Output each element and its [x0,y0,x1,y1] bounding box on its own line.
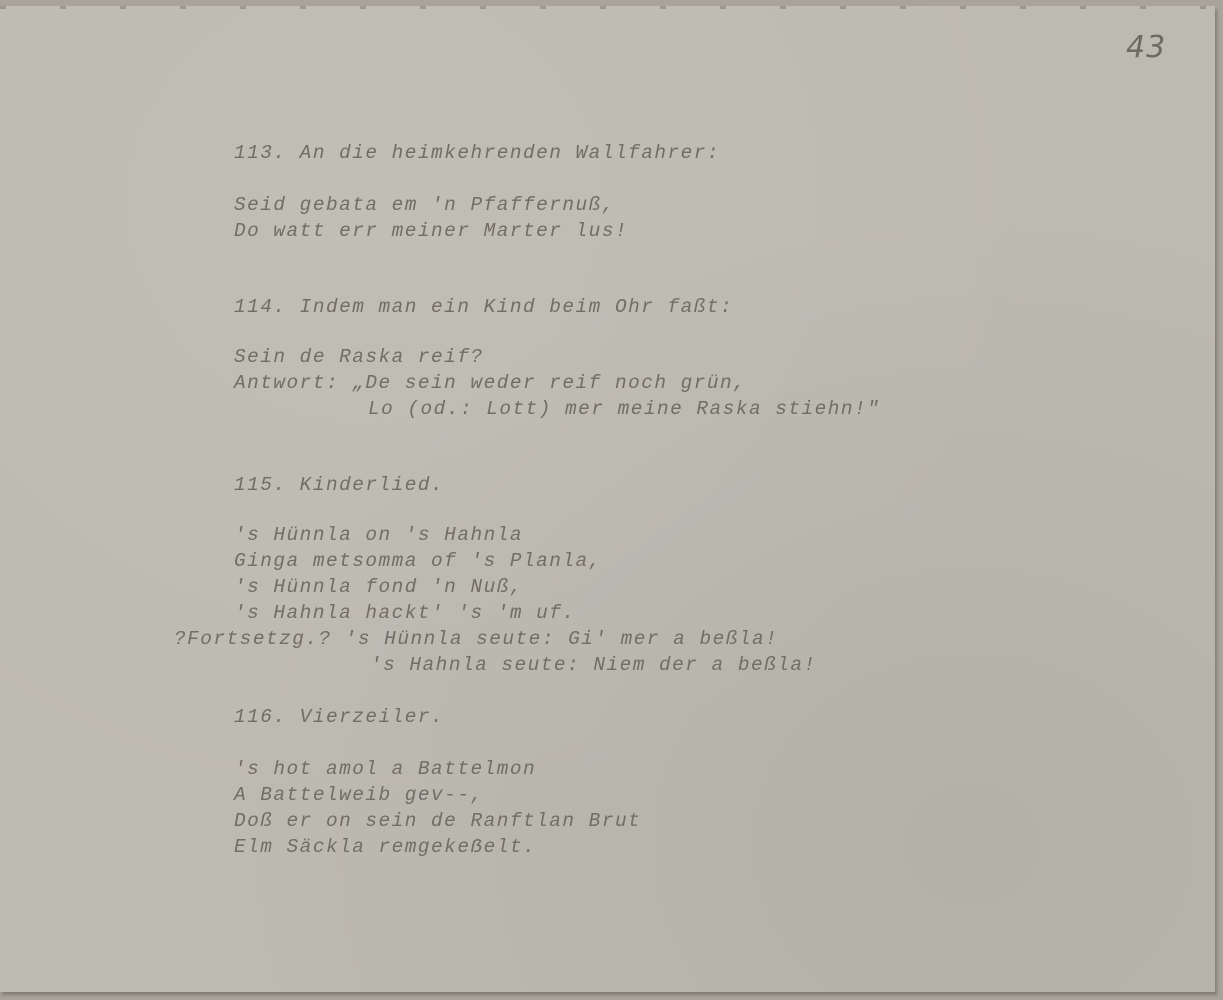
section-115-line: 's Hahnla seute: Niem der a beßla! [370,654,817,676]
section-113-heading: 113. An die heimkehrenden Wallfahrer: [234,142,721,164]
section-116-line: 's hot amol a Battelmon [234,758,537,780]
section-114-line: Lo (od.: Lott) mer meine Raska stiehn!" [368,398,881,420]
section-115-heading: 115. Kinderlied. [234,474,445,496]
section-115-line: ?Fortsetzg.? 's Hünnla seute: Gi' mer a beßla! [174,628,779,650]
section-113-line: Seid gebata em 'n Pfaffernuß, [234,194,615,216]
section-114-heading: 114. Indem man ein Kind beim Ohr faßt: [234,296,734,318]
section-115-line: 's Hahnla hackt' 's 'm uf. [234,602,576,624]
section-116-line: Elm Säckla remgekeẞelt. [234,836,537,858]
section-115-line: Ginga metsomma of 's Planla, [234,550,602,572]
section-116-line: Doß er on sein de Ranftlan Brut [234,810,642,832]
section-113-line: Do watt err meiner Marter lus! [234,220,629,242]
section-116-heading: 116. Vierzeiler. [234,706,445,728]
section-115-line: 's Hünnla on 's Hahnla [234,524,523,546]
section-115-line: 's Hünnla fond 'n Nuß, [234,576,523,598]
section-114-line: Sein de Raska reif? [234,346,484,368]
section-114-line: Antwort: „De sein weder reif noch grün, [234,372,747,394]
sheet-top-edge [0,6,1215,9]
page-number: 43 [1126,30,1167,65]
paper-sheet [0,6,1215,992]
section-116-line: A Battelweib gev--, [234,784,484,806]
